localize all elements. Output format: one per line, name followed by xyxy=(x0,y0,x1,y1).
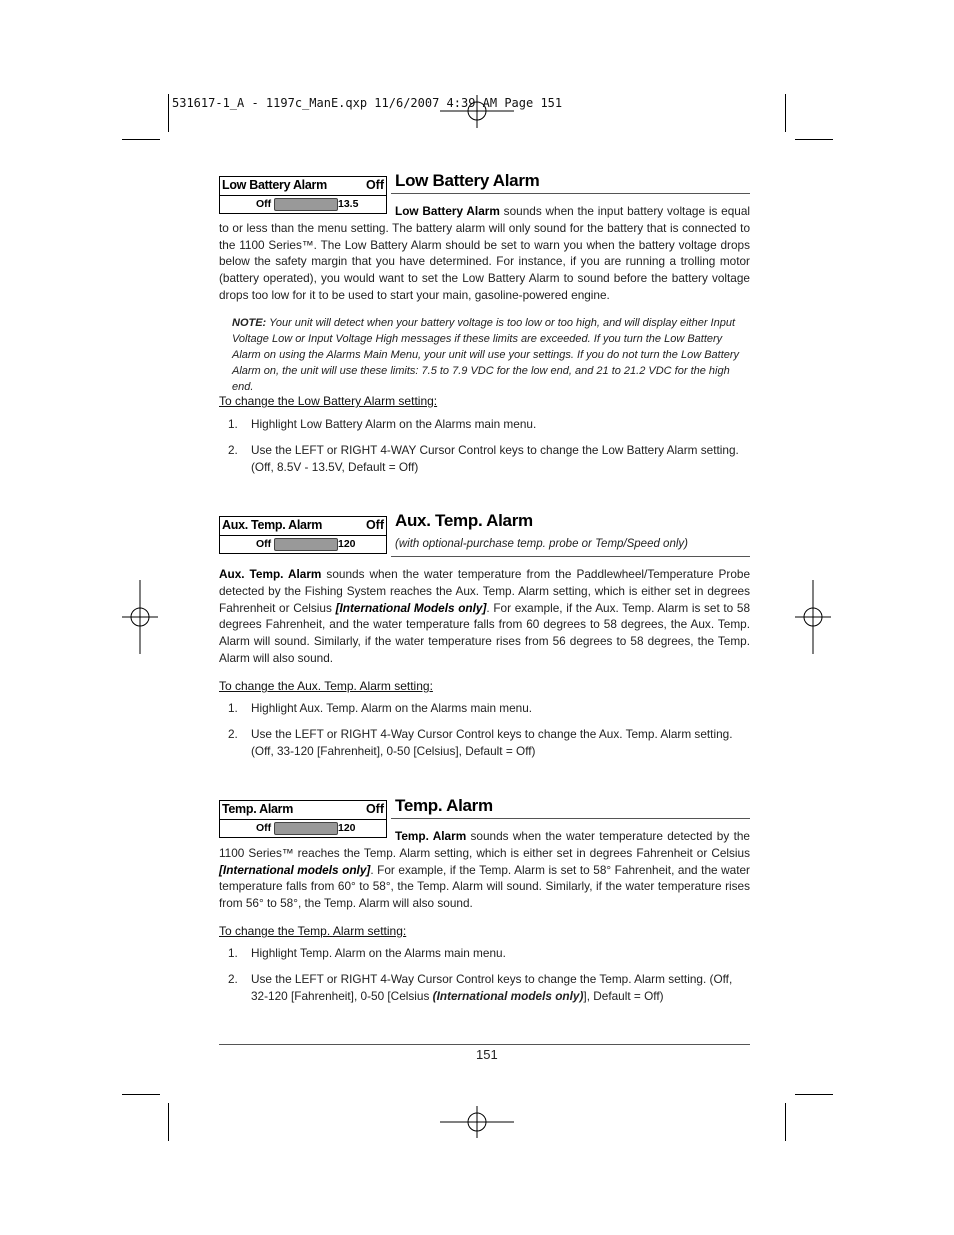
print-slug: 531617-1_A - 1197c_ManE.qxp 11/6/2007 4:39 AM Page 151 xyxy=(172,96,563,110)
widget-name: Low Battery Alarm xyxy=(222,178,327,192)
body-paragraph: Aux. Temp. Alarm sounds when the water temperature from the Paddlewheel/Temperature Probe detected by the Fishing System reaches the Aux. Temp. Alarm setting, which is either set in degrees Fahrenheit or Celsius [International Models only]. For example, if the Aux. Temp. Alarm is set to 58 degrees Fahrenheit, and the water temperature falls from 60 degrees to 58 degrees, the Aux. Temp. Alarm will sound. Similarly, if the water temperature rises from 56 degrees to 58 degrees, the Temp. Alarm will also sound. xyxy=(219,567,751,665)
footer-rule xyxy=(219,1044,750,1045)
section-subtitle: (with optional-purchase temp. probe or Temp/Speed only) xyxy=(395,538,688,550)
section-heading: Aux. Temp. Alarm xyxy=(395,511,533,530)
heading-rule xyxy=(391,193,750,194)
widget-value: Off xyxy=(365,802,384,816)
section-heading: Temp. Alarm xyxy=(395,796,493,815)
widget-max: 120 xyxy=(338,538,356,550)
body-paragraph: Temp. Alarm sounds when the water temperature detected by the 1100 Series™ reaches the Temp. Alarm setting, which is either set in degrees Fahrenheit or Celsius [International models only]. For example, if the Temp. Alarm is set to 58° Fahrenheit, and the water temperature falls from 60° to 58°, the Temp. Alarm will sound. Similarly, if the water temperature rises from 56° to 58°, the Temp. Alarm will also sound. xyxy=(219,829,750,911)
aux-temp-alarm-widget xyxy=(219,516,387,554)
widget-name: Temp. Alarm xyxy=(222,802,294,816)
widget-max: 120 xyxy=(338,822,356,834)
widget-min: Off xyxy=(256,198,272,210)
subheading: To change the Low Battery Alarm setting: xyxy=(219,394,438,408)
heading-rule xyxy=(391,818,750,819)
widget-max: 13.5 xyxy=(338,198,359,210)
subheading: To change the Aux. Temp. Alarm setting: xyxy=(219,679,433,693)
widget-name: Aux. Temp. Alarm xyxy=(222,518,323,532)
section-heading: Low Battery Alarm xyxy=(395,171,540,190)
widget-value: Off xyxy=(365,178,384,192)
widget-slider-bar xyxy=(274,538,338,551)
body-paragraph: Low Battery Alarm sounds when the input battery voltage is equal to or less than the menu setting. The battery alarm will only sound for the battery that is connected to the 1100 Series™. The Low Battery Alarm should be set to warn you when the battery voltage drops below the safety margin that you have determined. For instance, if you are running a trolling motor (battery operated), you would want to set the Low Battery Alarm to sound before the battery voltage drops too low for it to be used to start your main, gasoline-powered engine. xyxy=(219,204,751,302)
heading-rule xyxy=(391,556,750,557)
widget-value: Off xyxy=(365,518,384,532)
widget-min: Off xyxy=(256,538,272,550)
widget-min: Off xyxy=(256,822,272,834)
page-number: 151 xyxy=(476,1047,498,1062)
subheading: To change the Temp. Alarm setting: xyxy=(219,924,407,938)
note-paragraph: NOTE: Your unit will detect when your battery voltage is too low or too high, and will display either Input Voltage Low or Input Voltage High messages if these limits are exceeded. If you turn the Low Battery Alarm on using the Alarms Main Menu, your unit will use your settings. If you do not turn the Low Battery Alarm on, the unit will use these limits: 7.5 to 7.9 VDC for the low end, and 21 to 21.2 VDC for the high end. xyxy=(232,317,740,393)
